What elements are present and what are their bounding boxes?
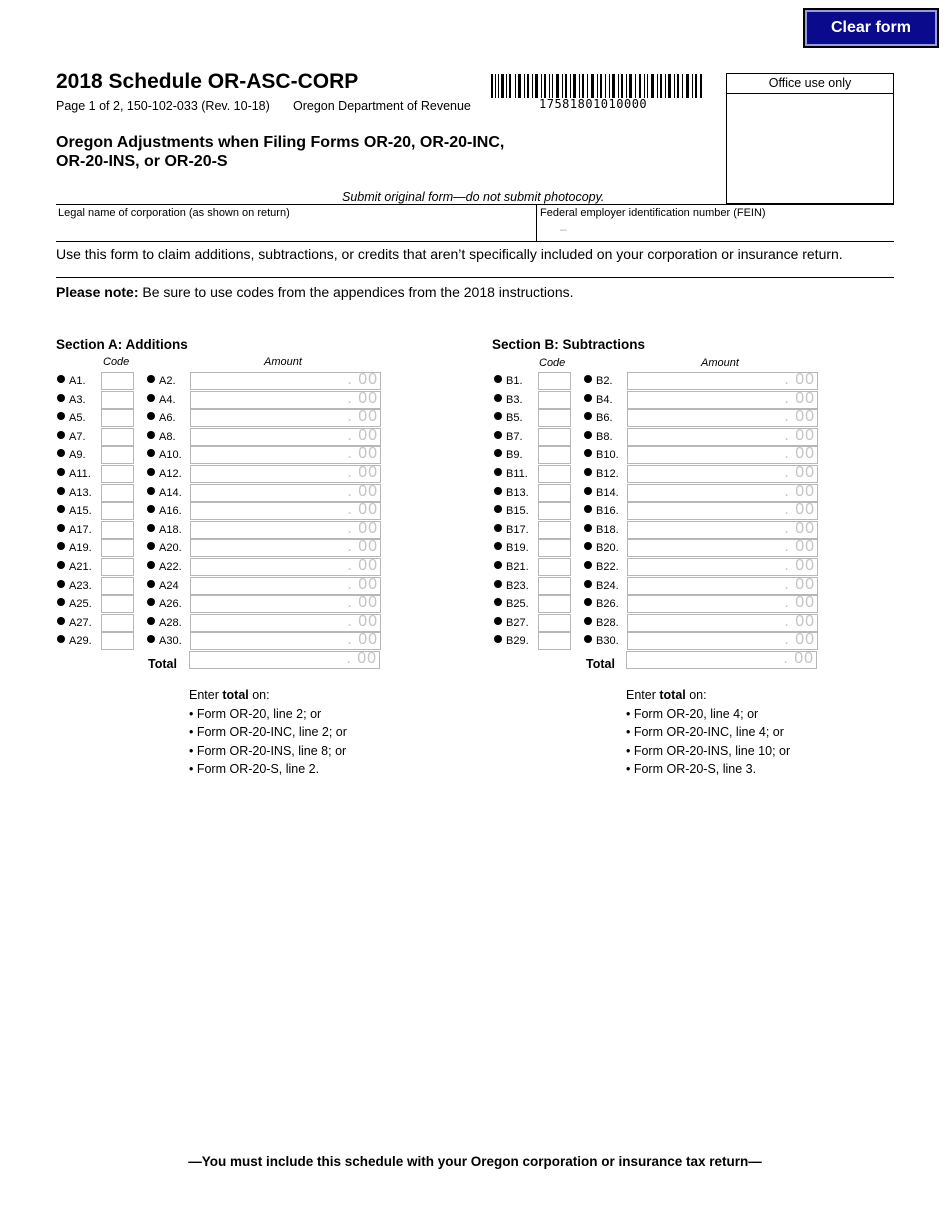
section-b-amount-input[interactable] <box>627 391 818 409</box>
office-use-box <box>726 73 894 204</box>
section-b-code-input[interactable] <box>538 558 571 576</box>
bullet-icon <box>147 505 155 513</box>
section-a-instruction: • Form OR-20-INC, line 2; or <box>189 725 347 739</box>
section-b-amount-input[interactable] <box>627 409 818 427</box>
amount-decimal: . 00 <box>347 557 378 574</box>
office-use-label: Office use only <box>727 74 893 94</box>
section-b-code-input[interactable] <box>538 502 571 520</box>
section-b-amount-input[interactable] <box>627 446 818 464</box>
section-b-code-line-label: B23. <box>506 579 529 592</box>
bullet-icon <box>147 598 155 606</box>
divider <box>536 204 537 241</box>
section-a-amount-input[interactable] <box>190 391 381 409</box>
fein-input[interactable] <box>540 220 890 239</box>
amount-decimal: . 00 <box>347 371 378 388</box>
section-b-code-line-label: B3. <box>506 393 523 406</box>
amount-decimal: . 00 <box>784 538 815 556</box>
section-b-code-line-label: B17. <box>506 523 529 536</box>
section-b-amount-line-label: B28. <box>596 616 619 629</box>
section-a-amount-input[interactable] <box>190 614 381 632</box>
bullet-icon <box>584 542 592 550</box>
section-a-enter-total: Enter total on: <box>189 688 270 702</box>
bullet-icon <box>584 487 592 495</box>
section-a-code-input[interactable] <box>101 446 134 464</box>
amount-decimal: . 00 <box>784 575 815 593</box>
bullet-icon <box>147 468 155 476</box>
bullet-icon <box>584 468 592 476</box>
amount-decimal: . 00 <box>347 389 378 407</box>
legal-name-label: Legal name of corporation (as shown on return) <box>58 207 290 219</box>
section-b-code-line-label: B13. <box>506 486 529 499</box>
section-b-title: Section B: Subtractions <box>492 337 646 352</box>
section-a-amount-input[interactable] <box>190 632 381 650</box>
section-b-amount-line-label: B16. <box>596 505 619 518</box>
section-b-instruction: • Form OR-20, line 4; or <box>626 706 759 721</box>
section-a-code-input[interactable] <box>101 465 134 483</box>
bullet-icon <box>147 449 155 457</box>
section-b-code-line-label: B15. <box>506 505 529 518</box>
section-b-instruction: • Form OR-20-S, line 3. <box>626 762 757 776</box>
amount-decimal: . 00 <box>784 445 815 463</box>
amount-decimal: . 00 <box>346 650 377 667</box>
amount-decimal: . 00 <box>347 501 378 519</box>
amount-decimal: . 00 <box>784 612 815 630</box>
section-a-amount-line-label: A30. <box>159 635 182 648</box>
bullet-icon <box>584 561 592 569</box>
bullet-icon <box>584 375 592 383</box>
bullet-icon <box>494 580 502 588</box>
amount-decimal: . 00 <box>347 464 378 481</box>
section-a-code-input[interactable] <box>101 521 134 539</box>
section-a-total-label: Total <box>148 657 177 671</box>
submit-note: Submit original form—do not submit photocopy. <box>342 190 605 204</box>
section-a-code-input[interactable] <box>101 409 134 427</box>
section-a-code-line-label: A1. <box>69 375 86 387</box>
amount-decimal: . 00 <box>784 519 815 537</box>
section-a-code-line-label: A23. <box>69 579 92 592</box>
section-a-amount-line-label: A10. <box>159 449 182 462</box>
section-a-amount-line-label: A28. <box>159 616 182 629</box>
section-a-code-input[interactable] <box>101 391 134 409</box>
section-b-code-input[interactable] <box>538 632 571 650</box>
bullet-icon <box>57 394 65 402</box>
bullet-icon <box>57 468 65 476</box>
section-b-amount-input[interactable] <box>627 614 818 632</box>
bullet-icon <box>584 635 592 643</box>
section-b-amount-line-label: B4. <box>596 393 613 406</box>
bullet-icon <box>147 580 155 588</box>
section-a-amount-line-label: A24 <box>159 579 179 592</box>
intro-text: Use this form to claim additions, subtractions, or credits that aren’t specifically included on your corporation or insurance return. <box>56 246 843 262</box>
section-a-instructions <box>189 686 347 779</box>
section-b-instruction: • Form OR-20-INS, line 10; or <box>626 743 791 758</box>
section-b-amount-line-label: B30. <box>596 635 619 648</box>
section-b-enter-total: Enter total on: <box>626 688 707 702</box>
bullet-icon <box>147 375 155 383</box>
section-a-code-input[interactable] <box>101 632 134 650</box>
amount-decimal: . 00 <box>784 482 815 500</box>
section-a-amount-input[interactable] <box>190 409 381 427</box>
section-b-code-input[interactable] <box>538 539 571 557</box>
amount-decimal: . 00 <box>347 445 378 463</box>
bullet-icon <box>57 449 65 457</box>
bullet-icon <box>147 394 155 402</box>
section-a-amount-line-label: A12. <box>159 468 182 480</box>
section-b-code-line-label: B27. <box>506 616 529 629</box>
section-a-amount-line-label: A20. <box>159 542 182 555</box>
bullet-icon <box>57 580 65 588</box>
section-b-code-line-label: B19. <box>506 542 529 555</box>
section-a-amount-line-label: A18. <box>159 523 182 536</box>
divider <box>56 204 894 205</box>
amount-decimal: . 00 <box>347 612 378 630</box>
section-b-amount-line-label: B14. <box>596 486 619 499</box>
section-b-code-input[interactable] <box>538 372 571 390</box>
divider <box>56 241 894 242</box>
section-a-code-input[interactable] <box>101 577 134 595</box>
bullet-icon <box>147 487 155 495</box>
section-a-amount-input[interactable] <box>190 428 381 446</box>
bullet-icon <box>494 487 502 495</box>
amount-decimal: . 00 <box>784 371 815 388</box>
department-name: Oregon Department of Revenue <box>293 99 471 113</box>
section-b-code-line-label: B11. <box>506 468 528 480</box>
section-a-code-line-label: A15. <box>69 505 92 518</box>
barcode-number: 17581801010000 <box>539 97 648 111</box>
section-a-amount-line-label: A16. <box>159 505 182 518</box>
section-a-amount-input[interactable] <box>190 465 381 483</box>
section-b-amount-header: Amount <box>701 357 739 369</box>
page-info: Page 1 of 2, 150-102-033 (Rev. 10-18) <box>56 99 270 113</box>
bullet-icon <box>494 394 502 402</box>
section-a-code-line-label: A11. <box>69 468 91 480</box>
bullet-icon <box>147 524 155 532</box>
form-subtitle <box>56 133 576 171</box>
section-a-amount-header: Amount <box>264 356 302 368</box>
bullet-icon <box>147 635 155 643</box>
bullet-icon <box>494 542 502 550</box>
section-b-amount-line-label: B8. <box>596 430 613 443</box>
bullet-icon <box>584 617 592 625</box>
section-b-amount-line-label: B6. <box>596 412 613 425</box>
note-body: Be sure to use codes from the appendices from the 2018 instructions. <box>138 284 574 300</box>
section-b-code-input[interactable] <box>538 428 571 446</box>
footer-note: —You must include this schedule with your Oregon corporation or insurance tax return— <box>188 1154 762 1169</box>
bullet-icon <box>494 598 502 606</box>
section-a-code-line-label: A19. <box>69 542 92 555</box>
section-a-amount-line-label: A8. <box>159 430 176 443</box>
note-bold: Please note: <box>56 284 139 300</box>
amount-decimal: . 00 <box>784 426 815 444</box>
amount-decimal: . 00 <box>347 426 378 444</box>
amount-decimal: . 00 <box>347 482 378 500</box>
bullet-icon <box>57 505 65 513</box>
divider <box>56 277 894 278</box>
section-a-instruction: • Form OR-20-S, line 2. <box>189 762 320 776</box>
section-a-code-input[interactable] <box>101 595 134 613</box>
barcode <box>491 74 703 98</box>
bullet-icon <box>584 449 592 457</box>
amount-decimal: . 00 <box>347 575 378 593</box>
section-b-amount-line-label: B12. <box>596 468 619 480</box>
amount-decimal: . 00 <box>784 408 815 426</box>
section-a-amount-input[interactable] <box>190 502 381 520</box>
bullet-icon <box>57 487 65 495</box>
section-b-amount-line-label: B24. <box>596 579 619 592</box>
section-b-code-input[interactable] <box>538 484 571 502</box>
section-a-amount-input[interactable] <box>190 539 381 557</box>
section-a-code-line-label: A3. <box>69 393 86 406</box>
form-subtitle-line1: Oregon Adjustments when Filing Forms OR-20, OR-20-INC, <box>56 134 505 151</box>
section-b-amount-input[interactable] <box>627 632 818 650</box>
fein-label: Federal employer identification number (FEIN) <box>540 207 766 219</box>
bullet-icon <box>57 431 65 439</box>
section-b-code-line-label: B21. <box>506 561 529 573</box>
amount-decimal: . 00 <box>784 594 815 612</box>
form-subtitle-line2: OR-20-INS, or OR-20-S <box>56 153 228 170</box>
section-b-amount-input[interactable] <box>627 558 818 576</box>
section-b-code-input[interactable] <box>538 614 571 632</box>
section-b-amount-line-label: B2. <box>596 375 613 387</box>
section-b-instructions <box>626 686 790 779</box>
section-a-instruction: • Form OR-20, line 2; or <box>189 706 322 721</box>
section-b-amount-input[interactable] <box>627 465 818 483</box>
section-b-amount-input[interactable] <box>627 521 818 539</box>
bullet-icon <box>57 412 65 420</box>
section-b-total-input[interactable] <box>626 651 817 669</box>
bullet-icon <box>584 598 592 606</box>
amount-decimal: . 00 <box>784 389 815 407</box>
section-b-total-label: Total <box>586 657 615 671</box>
fein-dash: – <box>560 222 567 236</box>
section-a-code-input[interactable] <box>101 539 134 557</box>
form-title: 2018 Schedule OR-ASC-CORP <box>56 70 359 93</box>
section-b-amount-input[interactable] <box>627 595 818 613</box>
bullet-icon <box>584 505 592 513</box>
section-a-code-input[interactable] <box>101 428 134 446</box>
section-a-amount-input[interactable] <box>190 577 381 595</box>
section-a-amount-input[interactable] <box>190 446 381 464</box>
section-a-amount-input[interactable] <box>190 558 381 576</box>
section-b-amount-line-label: B26. <box>596 598 619 611</box>
amount-decimal: . 00 <box>784 557 815 574</box>
bullet-icon <box>147 431 155 439</box>
section-b-code-line-label: B5. <box>506 412 523 425</box>
section-b-code-line-label: B29. <box>506 635 529 648</box>
bullet-icon <box>147 561 155 569</box>
bullet-icon <box>584 394 592 402</box>
amount-decimal: . 00 <box>783 650 814 667</box>
bullet-icon <box>57 375 65 383</box>
bullet-icon <box>147 412 155 420</box>
section-a-code-header: Code <box>103 356 130 368</box>
section-a-code-line-label: A25. <box>69 598 92 611</box>
section-b-code-input[interactable] <box>538 577 571 595</box>
section-b-code-input[interactable] <box>538 409 571 427</box>
section-a-amount-input[interactable] <box>190 372 381 390</box>
section-a-amount-line-label: A4. <box>159 393 176 406</box>
section-b-amount-input[interactable] <box>627 539 818 557</box>
section-b-amount-line-label: B18. <box>596 523 619 536</box>
bullet-icon <box>57 635 65 643</box>
section-a-amount-input[interactable] <box>190 521 381 539</box>
clear-form-button[interactable]: Clear form <box>803 8 939 48</box>
bullet-icon <box>494 524 502 532</box>
section-a-amount-line-label: A6. <box>159 412 176 425</box>
section-a-instruction: • Form OR-20-INS, line 8; or <box>189 743 347 758</box>
section-a-amount-line-label: A26. <box>159 598 182 611</box>
section-a-amount-input[interactable] <box>190 484 381 502</box>
section-a-code-line-label: A21. <box>69 561 92 573</box>
section-b-code-input[interactable] <box>538 595 571 613</box>
bullet-icon <box>494 635 502 643</box>
section-b-amount-line-label: B10. <box>596 449 619 462</box>
amount-decimal: . 00 <box>347 538 378 556</box>
section-a-amount-input[interactable] <box>190 595 381 613</box>
section-b-code-line-label: B9. <box>506 449 523 462</box>
bullet-icon <box>494 468 502 476</box>
bullet-icon <box>57 561 65 569</box>
section-a-code-line-label: A13. <box>69 486 92 499</box>
bullet-icon <box>57 524 65 532</box>
bullet-icon <box>147 542 155 550</box>
section-b-code-line-label: B1. <box>506 375 523 387</box>
section-a-amount-line-label: A22. <box>159 561 182 573</box>
section-b-amount-input[interactable] <box>627 372 818 390</box>
section-b-code-input[interactable] <box>538 465 571 483</box>
section-a-code-line-label: A29. <box>69 635 92 648</box>
section-a-amount-line-label: A14. <box>159 486 182 499</box>
amount-decimal: . 00 <box>347 519 378 537</box>
bullet-icon <box>494 617 502 625</box>
section-a-code-line-label: A27. <box>69 616 92 629</box>
amount-decimal: . 00 <box>347 631 378 649</box>
section-a-code-line-label: A17. <box>69 523 92 536</box>
bullet-icon <box>494 431 502 439</box>
section-b-code-line-label: B7. <box>506 430 523 443</box>
legal-name-input[interactable] <box>58 220 532 239</box>
section-a-title: Section A: Additions <box>56 337 188 352</box>
section-b-code-input[interactable] <box>538 521 571 539</box>
section-b-amount-input[interactable] <box>627 502 818 520</box>
amount-decimal: . 00 <box>784 631 815 649</box>
bullet-icon <box>584 412 592 420</box>
section-a-code-line-label: A7. <box>69 430 86 443</box>
amount-decimal: . 00 <box>347 594 378 612</box>
bullet-icon <box>494 375 502 383</box>
section-a-code-input[interactable] <box>101 502 134 520</box>
bullet-icon <box>57 542 65 550</box>
amount-decimal: . 00 <box>784 501 815 519</box>
bullet-icon <box>584 580 592 588</box>
section-b-instruction: • Form OR-20-INC, line 4; or <box>626 725 784 739</box>
section-a-code-line-label: A5. <box>69 412 86 425</box>
bullet-icon <box>494 561 502 569</box>
section-a-total-input[interactable] <box>189 651 380 669</box>
section-a-code-input[interactable] <box>101 484 134 502</box>
note-text <box>56 284 574 300</box>
section-a-amount-line-label: A2. <box>159 375 176 387</box>
section-b-amount-line-label: B22. <box>596 561 619 573</box>
bullet-icon <box>584 431 592 439</box>
section-b-code-input[interactable] <box>538 446 571 464</box>
section-a-code-line-label: A9. <box>69 449 86 462</box>
section-b-code-header: Code <box>539 357 566 369</box>
amount-decimal: . 00 <box>784 464 815 481</box>
section-a-code-input[interactable] <box>101 614 134 632</box>
section-b-amount-input[interactable] <box>627 484 818 502</box>
bullet-icon <box>494 412 502 420</box>
bullet-icon <box>494 505 502 513</box>
bullet-icon <box>57 617 65 625</box>
bullet-icon <box>147 617 155 625</box>
section-b-code-input[interactable] <box>538 391 571 409</box>
bullet-icon <box>494 449 502 457</box>
section-b-amount-input[interactable] <box>627 577 818 595</box>
section-b-code-line-label: B25. <box>506 598 529 611</box>
amount-decimal: . 00 <box>347 408 378 426</box>
bullet-icon <box>57 598 65 606</box>
section-b-amount-line-label: B20. <box>596 542 619 555</box>
bullet-icon <box>584 524 592 532</box>
section-a-code-input[interactable] <box>101 372 134 390</box>
section-b-amount-input[interactable] <box>627 428 818 446</box>
section-a-code-input[interactable] <box>101 558 134 576</box>
